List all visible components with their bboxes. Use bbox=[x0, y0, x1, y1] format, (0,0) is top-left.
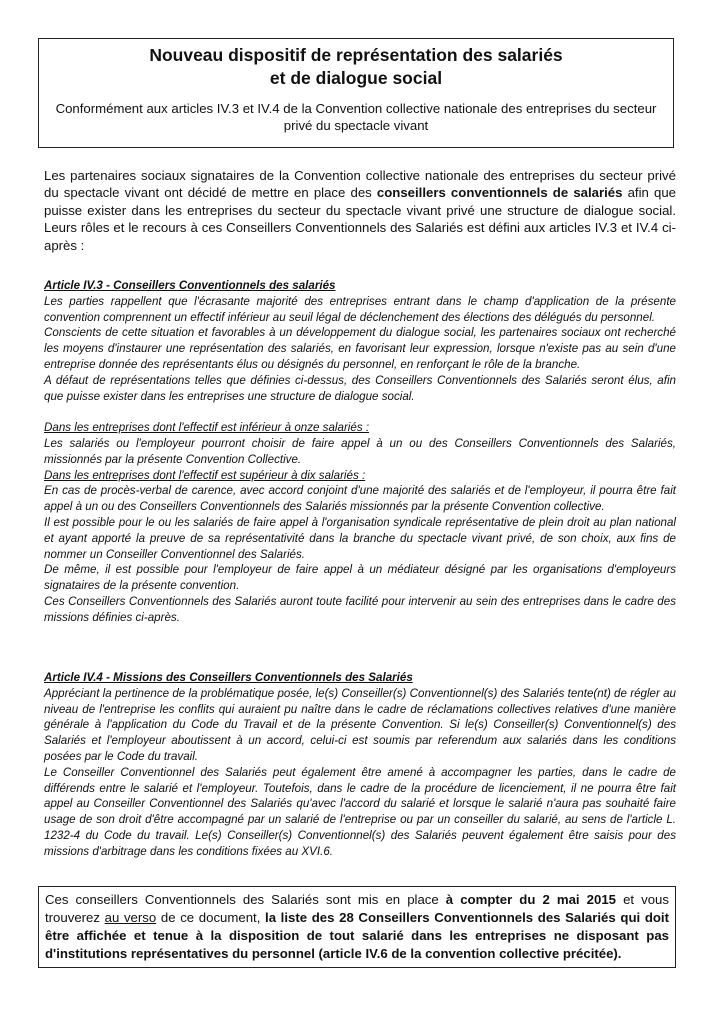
footer-text-1: Ces conseillers Conventionnels des Salariés sont mis en place bbox=[45, 892, 446, 907]
title-line-1: Nouveau dispositif de représentation des salariés bbox=[149, 45, 563, 65]
article-iv3-sub2: Dans les entreprises dont l'effectif est supérieur à dix salariés : bbox=[44, 468, 366, 482]
article-iv3-heading: Article IV.3 - Conseillers Conventionnels des salariés bbox=[44, 279, 336, 292]
article-iv3-p4: Les salariés ou l'employeur pourront choisir de faire appel à un ou des Conseillers Conventionnels des Salariés, missionnés par la présente Convention Collective. bbox=[44, 436, 676, 466]
article-iv3-p1: Les parties rappellent que l'écrasante majorité des entreprises entrant dans le champ d'application de la présente convention comprennent un effectif inférieur au seuil légal de déclenchement des élections des délégués du personnel. bbox=[44, 294, 676, 324]
document-subtitle: Conformément aux articles IV.3 et IV.4 de la Convention collective nationale des entreprises du secteur privé du spectacle vivant bbox=[55, 101, 657, 133]
intro-text-1: Les partenaires sociaux signataires de la Convention collective nationale des entreprises du secteur privé du spectacle vivant ont décidé de mettre en place des bbox=[44, 168, 676, 201]
footer-verso: au verso bbox=[104, 910, 157, 925]
article-iv4-heading: Article IV.4 - Missions des Conseillers Conventionnels des Salariés bbox=[44, 671, 413, 684]
article-iv4-p2: Le Conseiller Conventionnel des Salariés peut également être amené à accompagner les parties, dans le cadre de différends entre le salarié et l'employeur. Toutefois, dans le cadre de la procédure de licenciement, il ne pourra être fait appel au Conseiller Conventionnel des Salariés qu'avec l'accord du salarié et lorsque le salarié n'aura pas souhaité faire usage de son droit d'être accompagné par un salarié de l'entreprise ou par un conseiller du salarié, au sens de l'article L. 1232-4 du Code du travail. Le(s) Conseiller(s) Conventionnel(s) des Salariés peuvent également être saisis pour des missions d'arbitrage dans les conditions fixées au XVI.6. bbox=[44, 765, 676, 858]
article-iv4 bbox=[44, 670, 676, 860]
article-iv3-p7: De même, il est possible pour l'employeur de faire appel à un médiateur désigné par les organisations d'employeurs signataires de la présente convention. bbox=[44, 563, 676, 593]
article-iv3-p6: Il est possible pour le ou les salariés de faire appel à l'organisation syndicale représentative de plein droit au plan national et ayant apporté la preuve de sa représentativité dans la branche du spectacle vivant privé, de son choix, aux fins de nommer un Conseiller Conventionnel des Salariés. bbox=[44, 515, 676, 561]
footer-notice-box bbox=[38, 886, 676, 968]
intro-text-2: afin que puisse exister dans les entreprises du secteur du spectacle vivant privé une structure de dialogue social. Leurs rôles et le recours à ces Conseillers Conventionnels des Salariés est défini aux articles IV.3 et IV.4 ci-après : bbox=[44, 185, 676, 253]
article-iv3-p2: Conscients de cette situation et favorables à un développement du dialogue social, les partenaires sociaux ont recherché les moyens d'instaurer une représentation des salariés, en favorisant leur expression, lorsque n'existe pas au sein d'une entreprise donnée des représentants élus ou désignés du personnel, en renforçant le rôle de la branche. bbox=[44, 326, 676, 371]
spacer bbox=[44, 404, 676, 420]
intro-paragraph bbox=[44, 167, 676, 254]
article-iv4-p1: Appréciant la pertinence de la problématique posée, le(s) Conseiller(s) Conventionnel(s) des Salariés tente(nt) de régler au niveau de l'entreprise les conflits qui auraient pu naître dans le cadre de réclamations collectives relatives d'une manière générale à l'application du Code du Travail et de la présente Convention. Si le(s) Conseiller(s) Conventionnel(s) des Salariés et l'employeur aboutissent à un accord, celui-ci est soumis par referendum aux salariés dans les conditions posées par le Code du travail. bbox=[44, 686, 676, 763]
footer-list-info: la liste des 28 Conseillers Conventionnels des Salariés qui doit être affichée et tenue à la disposition de tout salarié dans les entreprises ne disposant pas d'institutions représentatives du personnel (article IV.6 de la convention collective précitée). bbox=[45, 910, 669, 961]
article-iv3-p5: En cas de procès-verbal de carence, avec accord conjoint d'une majorité des salariés et de l'employeur, il pourra être fait appel à un ou des Conseillers Conventionnels des Salariés missionnés par la présente Convention collective. bbox=[44, 484, 676, 514]
footer-text-2: et vous trouverez bbox=[45, 892, 669, 925]
document-title bbox=[39, 44, 673, 90]
article-iv3 bbox=[44, 278, 676, 626]
footer-text-3: de ce document, bbox=[156, 910, 266, 925]
intro-bold: conseillers conventionnels de salariés bbox=[376, 185, 623, 201]
title-line-2: et de dialogue social bbox=[269, 68, 443, 88]
article-iv3-sub1: Dans les entreprises dont l'effectif est inférieur à onze salariés : bbox=[44, 421, 370, 435]
title-box bbox=[38, 38, 674, 148]
article-iv3-p8: Ces Conseillers Conventionnels des Salariés auront toute facilité pour intervenir au sein des entreprises dans le cadre des missions définies ci-après. bbox=[44, 594, 676, 624]
article-iv3-p3: A défaut de représentations telles que définies ci-dessus, des Conseillers Conventionnels des Salariés seront élus, afin que puisse exister dans les entreprises une structure de dialogue social. bbox=[44, 373, 676, 403]
footer-date: à compter du 2 mai 2015 bbox=[445, 892, 616, 907]
